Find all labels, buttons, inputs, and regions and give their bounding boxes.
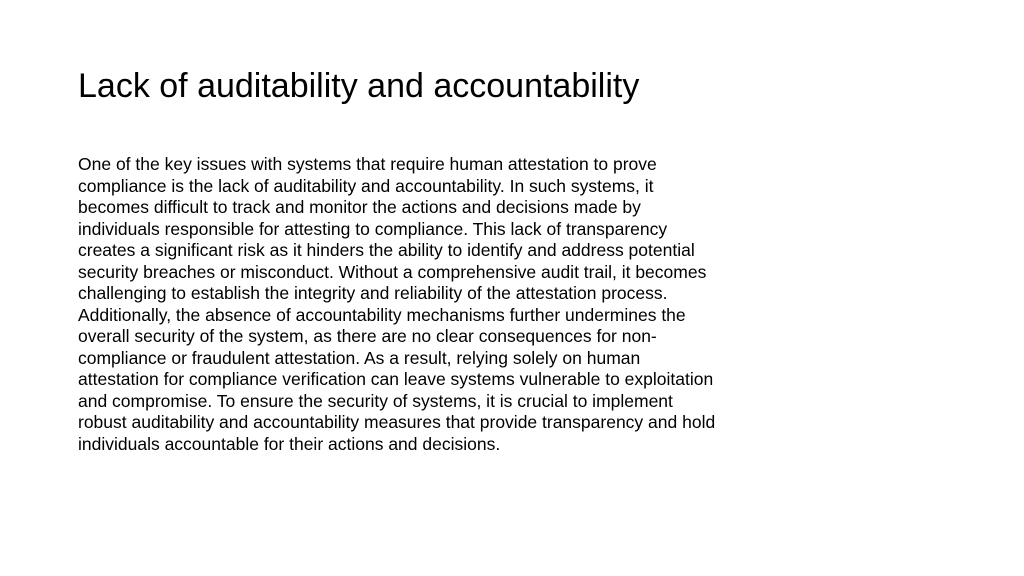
- slide-body: [78, 154, 948, 455]
- body-line: and compromise. To ensure the security of systems, it is crucial to implement: [78, 390, 673, 411]
- body-line: compliance is the lack of auditability and accountability. In such systems, it: [78, 175, 654, 196]
- body-line: security breaches or misconduct. Without a comprehensive audit trail, it becomes: [78, 261, 707, 282]
- body-line: One of the key issues with systems that require human attestation to prove: [78, 154, 657, 174]
- body-line: becomes difficult to track and monitor the actions and decisions made by: [78, 197, 641, 217]
- body-line: individuals accountable for their actions and decisions.: [78, 433, 501, 454]
- body-line: challenging to establish the integrity and reliability of the attestation process.: [78, 283, 668, 303]
- body-line: compliance or fraudulent attestation. As a result, relying solely on human: [78, 347, 641, 368]
- slide-title: Lack of auditability and accountability: [78, 67, 640, 105]
- body-line: overall security of the system, as there are no clear consequences for non-: [78, 326, 657, 346]
- body-line: attestation for compliance verification can leave systems vulnerable to exploitation: [78, 369, 714, 389]
- body-line: creates a significant risk as it hinders the ability to identify and address potential: [78, 240, 695, 260]
- body-line: individuals responsible for attesting to compliance. This lack of transparency: [78, 218, 668, 239]
- body-line: Additionally, the absence of accountability mechanisms further undermines the: [78, 304, 686, 325]
- body-line: robust auditability and accountability measures that provide transparency and hold: [78, 412, 716, 432]
